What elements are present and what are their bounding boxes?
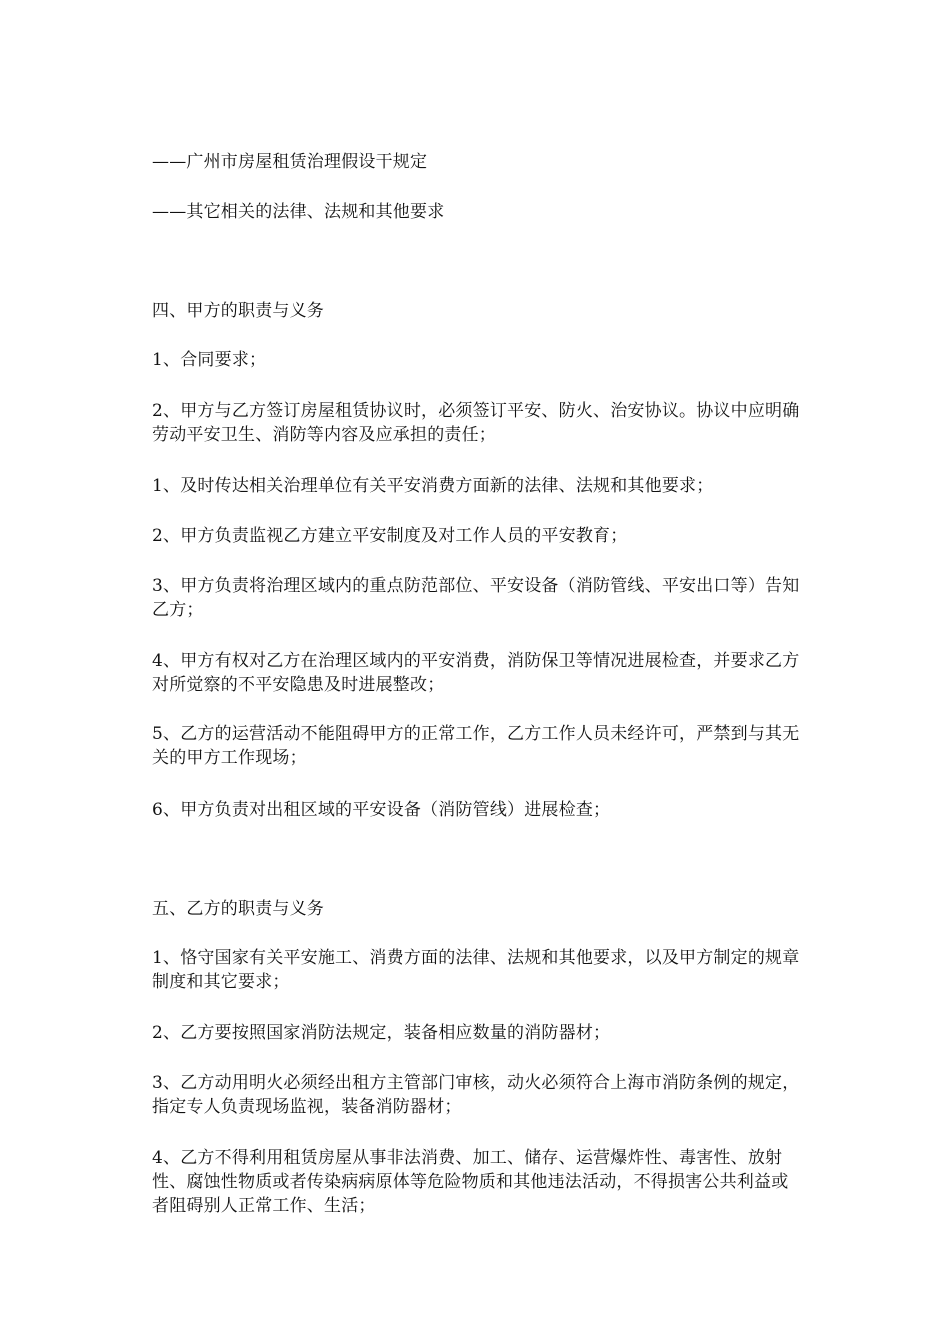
- reference-line: ——广州市房屋租赁治理假设干规定: [152, 152, 428, 172]
- paragraph: 1、恪守国家有关平安施工、消费方面的法律、法规和其他要求，以及甲方制定的规章制度和其它要求；: [152, 948, 800, 992]
- section-heading: 四、甲方的职责与义务: [152, 301, 324, 321]
- paragraph: 1、及时传达相关治理单位有关平安消费方面新的法律、法规和其他要求；: [152, 476, 714, 496]
- paragraph: 1、合同要求；: [152, 350, 267, 370]
- paragraph: 3、乙方动用明火必须经出租方主管部门审核，动火必须符合上海市消防条例的规定，指定专人负责现场监视，装备消防器材；: [152, 1073, 800, 1117]
- paragraph: 6、甲方负责对出租区域的平安设备（消防管线）进展检查；: [152, 800, 611, 820]
- reference-line: ——其它相关的法律、法规和其他要求: [152, 202, 445, 222]
- section-heading: 五、乙方的职责与义务: [152, 899, 324, 919]
- paragraph: 2、乙方要按照国家消防法规定，装备相应数量的消防器材；: [152, 1023, 611, 1043]
- paragraph: 2、甲方与乙方签订房屋租赁协议时，必须签订平安、防火、治安协议。协议中应明确劳动平安卫生、消防等内容及应承担的责任；: [152, 401, 800, 445]
- paragraph: 2、甲方负责监视乙方建立平安制度及对工作人员的平安教育；: [152, 526, 628, 546]
- paragraph: 3、甲方负责将治理区域内的重点防范部位、平安设备（消防管线、平安出口等）告知乙方；: [152, 576, 800, 620]
- paragraph: 4、甲方有权对乙方在治理区域内的平安消费，消防保卫等情况进展检查，并要求乙方对所觉察的不平安隐患及时进展整改；: [152, 651, 800, 695]
- paragraph: 5、乙方的运营活动不能阻碍甲方的正常工作，乙方工作人员未经许可，严禁到与其无关的甲方工作现场；: [152, 724, 800, 768]
- paragraph: 4、乙方不得利用租赁房屋从事非法消费、加工、储存、运营爆炸性、毒害性、放射性、腐蚀性物质或者传染病病原体等危险物质和其他违法活动，不得损害公共利益或者阻碍别人正常工作、生活；: [152, 1148, 789, 1216]
